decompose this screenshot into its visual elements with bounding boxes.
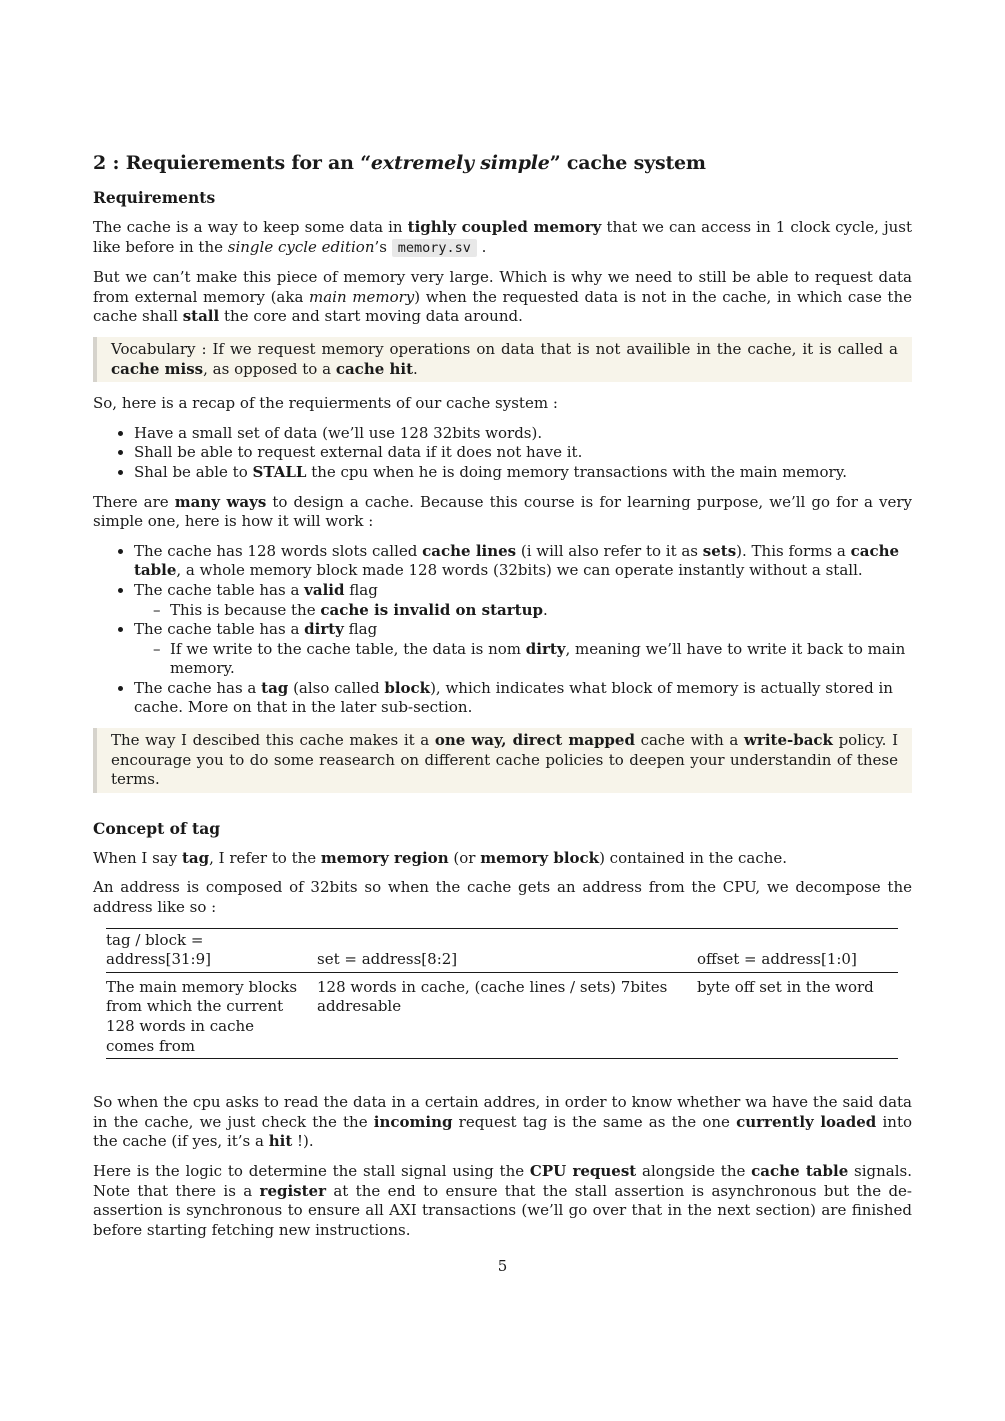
table-header-offset: offset = address[1:0] [697, 950, 857, 969]
tag-paragraph-2: An address is composed of 32bits so when the cache gets an address from the CPU, we decompose the address like so : [93, 878, 912, 917]
list-item: • Shal be able to STALL the cpu when he is doing memory transactions with the main memory. [134, 463, 912, 483]
tag-paragraph-1: When I say tag, I refer to the memory region (or memory block) contained in the cache. [93, 848, 788, 867]
list-item: • The cache table has a dirty flag – If we write to the cache table, the data is nom dirty, meaning we’ll have to write it back to main memory. [134, 620, 912, 679]
sub-list-item: – This is because the cache is invalid on startup. [170, 601, 912, 621]
inline-code: memory.sv [392, 239, 477, 257]
design-paragraph: There are many ways to design a cache. Because this course is for learning purpose, we’ll go for a very simple one, here is how it will work : [93, 492, 912, 531]
table-cell: byte off set in the word [697, 977, 874, 996]
cache-policy-note: The way I descibed this cache makes it a one way, direct mapped cache with a write-back policy. I encourage you to do some reasearch on different cache policies to deepen your understandin of these terms. [93, 728, 912, 793]
sub-list [134, 640, 912, 679]
table-header-tag: tag / block = address[31:9] [106, 930, 211, 969]
table-header-set: set = address[8:2] [317, 950, 458, 969]
table-cell: 128 words in cache, (cache lines / sets) 7bites addresable [317, 977, 668, 1016]
document-page [93, 150, 912, 1250]
requirements-list [93, 424, 912, 483]
section-title: 2 : Requierements for an “extremely simple” cache system [93, 152, 706, 174]
list-item: • The cache table has a valid flag – This is because the cache is invalid on startup. [134, 581, 912, 620]
requirements-paragraph-1: The cache is a way to keep some data in tighly coupled memory that we can access in 1 clock cycle, just like before in the single cycle edition’s memory.sv . [93, 218, 912, 256]
vocabulary-note: Vocabulary : If we request memory operations on data that is not availible in the cache, it is called a cache miss, as opposed to a cache hit. [93, 337, 912, 382]
page-number: 5 [497, 1257, 508, 1275]
cache-design-list [93, 542, 912, 718]
table-row [106, 972, 898, 1058]
sub-list [134, 601, 912, 621]
list-item: • The cache has 128 words slots called cache lines (i will also refer to it as sets). This forms a cache table, a whole memory block made 128 words (32bits) we can operate instantly without a stall. [134, 542, 912, 581]
requirements-paragraph-2: But we can’t make this piece of memory very large. Which is why we need to still be able to request data from external memory (aka main memory) when the requested data is not in the cache, in which case the cache shall stall the core and start moving data around. [93, 268, 912, 326]
tag-paragraph-4: Here is the logic to determine the stall signal using the CPU request alongside the cache table signals. Note that there is a register at the end to ensure that the stall assertion is asynchronous but the de-assertion is synchronous to ensure all AXI transactions (we’ll go over that in the next section) are finished before starting fetching new instructions. [93, 1161, 912, 1239]
section-number: 2 [93, 152, 107, 174]
tag-paragraph-3: So when the cpu asks to read the data in a certain addres, in order to know whether wa have the said data in the cache, we just check the the incoming request tag is the same as the one currently loaded into the cache (if yes, it’s a hit !). [93, 1093, 913, 1151]
concept-of-tag-heading: Concept of tag [93, 818, 221, 838]
list-item: • Shall be able to request external data if it does not have it. [134, 443, 912, 463]
list-item: • The cache has a tag (also called block), which indicates what block of memory is actually stored in cache. More on that in the later sub-section. [134, 679, 912, 718]
section-title-emphasis: extremely simple [370, 152, 550, 174]
table-cell: The main memory blocks from which the current 128 words in cache comes from [106, 977, 298, 1055]
recap-paragraph: So, here is a recap of the requierments of our cache system : [93, 394, 558, 413]
table-header-row [106, 928, 898, 972]
sub-list-item: – If we write to the cache table, the data is nom dirty, meaning we’ll have to write it back to main memory. [170, 640, 912, 679]
section-separator: : [112, 152, 120, 174]
requirements-heading: Requirements [93, 188, 216, 207]
address-decomposition-table [106, 928, 898, 1060]
list-item: • Have a small set of data (we’ll use 128 32bits words). [134, 424, 912, 444]
